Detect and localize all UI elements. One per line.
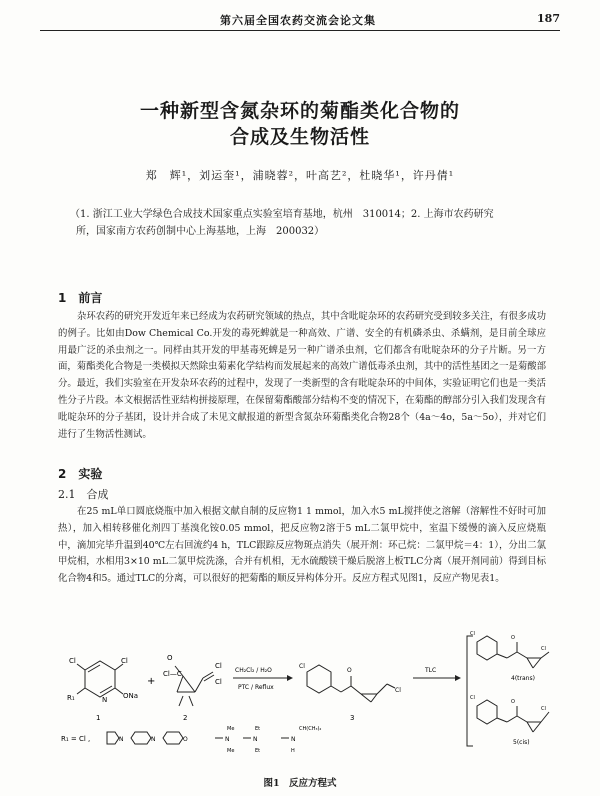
- label-cl: Cl: [470, 631, 475, 637]
- label-acyl-cl: Cl—C: [163, 670, 182, 678]
- compound-number-2: 2: [183, 714, 188, 722]
- label-r1: R₁: [67, 694, 75, 702]
- separation-arrow-head: [455, 675, 461, 681]
- label-n: N: [119, 736, 124, 743]
- label-cl: Cl: [299, 663, 305, 670]
- affiliations: [70, 206, 530, 240]
- label-n: N: [151, 736, 156, 743]
- label-isopropyl: CH(CH₃)₂: [299, 726, 322, 732]
- label-cl: Cl: [69, 657, 76, 665]
- label-o: O: [183, 736, 188, 743]
- running-title: 第六届全国农药交流会论文集: [220, 14, 376, 27]
- synthesis-paragraph: 在25 mL单口圆底烧瓶中加入根据文献自制的反应物1 1 mmol，加入水5 mL搅拌使之溶解（溶解性不好时可加热），加入相转移催化剂四丁基溴化铵0.05 mmol，把反应物2溶于5 mL二氯甲烷中，室温下缓慢的滴入反应烧瓶中，滴加完毕升温到40℃左右回流约4 h，TLC跟踪反应物斑点消失（展开剂：环己烷：二氯甲烷＝4：1），分出二氯甲烷相，水相用3×10 mL二氯甲烷洗涤，合并有机相，无水硫酸镁干燥后脱溶上板TLC分离（展开剂同前）得到目标化合物4和5。通过TLC的分离，可以很好的把菊酯的顺反异构体分开。反应方程式见图1，反应产物见表1。: [58, 506, 546, 585]
- figure-caption: 图1 反应方程式: [263, 778, 337, 789]
- label-n: N: [253, 736, 258, 743]
- label-h: H: [291, 748, 295, 754]
- label-cl: Cl: [215, 662, 222, 670]
- compound-label-5-cis: 5(cis): [513, 739, 530, 746]
- reactant-1-pyridine: [77, 661, 123, 697]
- label-cl: Cl: [541, 706, 546, 712]
- label-me: Me: [227, 726, 235, 732]
- label-o: O: [511, 635, 515, 641]
- label-cl: Cl: [121, 657, 128, 665]
- label-o: O: [347, 667, 352, 674]
- reagents-solvent: CH₂Cl₂ / H₂O: [235, 667, 272, 674]
- subsection-heading-synthesis: 2.1 合成: [58, 488, 109, 501]
- label-cl: Cl: [215, 678, 222, 686]
- label-ona: ONa: [123, 692, 139, 700]
- r1-substituent-rings: [107, 732, 289, 744]
- label-cl: Cl: [395, 687, 401, 694]
- affiliation-line-1: （1. 浙江工业大学绿色合成技术国家重点实验室培育基地，杭州 310014；2. 上海市农药研究: [70, 209, 494, 220]
- section-heading-experimental: 2 实验: [58, 467, 103, 481]
- product-bracket: [467, 636, 473, 746]
- label-o: O: [167, 654, 173, 662]
- separation-method: TLC: [425, 667, 437, 674]
- plus-sign: +: [147, 676, 156, 687]
- reagents-conditions: PTC / Reflux: [238, 684, 274, 691]
- label-cl: Cl: [470, 695, 475, 701]
- r1-definition: R₁ = Cl ,: [61, 735, 91, 743]
- section-heading-introduction: 1 前言: [58, 291, 103, 305]
- label-et: Et: [255, 748, 261, 754]
- label-et: Et: [255, 726, 261, 732]
- compound-number-3: 3: [350, 714, 355, 722]
- label-cl: Cl: [541, 646, 546, 652]
- paper-title-line-2: 合成及生物活性: [229, 126, 370, 148]
- author-list: 郑 辉¹，刘运奎¹，浦晓蓉²，叶高艺²，杜晓华¹，许丹倩¹: [145, 169, 455, 182]
- page-number: 187: [537, 12, 560, 25]
- label-n: N: [225, 736, 230, 743]
- paper-title-line-1: 一种新型含氮杂环的菊酯类化合物的: [139, 100, 460, 122]
- reaction-arrow-1-head: [287, 675, 293, 681]
- affiliation-line-2: 所，国家南方农药创制中心上海基地，上海 200032）: [76, 226, 325, 237]
- compound-label-4-trans: 4(trans): [511, 675, 535, 682]
- label-me: Me: [227, 748, 235, 754]
- label-n: N: [102, 696, 108, 704]
- running-header: [40, 8, 560, 31]
- intro-paragraph: 杂环农药的研究开发近年来已经成为农药研究领域的热点，其中含吡啶杂环的农药研究受到较多关注，有很多成功的例子。比如由Dow Chemical Co.开发的毒死蜱就是一种高效、广谱、安全的有机磷杀虫、杀螨剂，是目前全球应用最广泛的杀虫剂之一。同样由其开发的甲基毒死蜱是另一种广谱杀虫剂，它们都含有吡啶杂环的分子片断。另一方面，菊酯类化合物是一类模拟天然除虫菊素化学结构而发展起来的高效广谱低毒杀虫剂，其中的活性基团之一是菊酸部分。最近，我们实验室在开发杂环农药的过程中，发现了一类新型的含有吡啶杂环的中间体，实验证明它们也是一类活性分子片段。本文根据活性亚结构拼接原理，在保留菊酯酸部分结构不变的情况下，在菊酯的醇部分引入我们发现含有吡啶杂环的分子基团，设计并合成了未见文献报道的新型含氮杂环菊酯类化合物28个（4a～4o，5a～5o），并对它们进行了生物活性测试。: [58, 311, 546, 440]
- label-o: O: [511, 699, 515, 705]
- compound-number-1: 1: [96, 714, 101, 722]
- label-n: N: [291, 736, 296, 743]
- reaction-scheme: [55, 628, 555, 770]
